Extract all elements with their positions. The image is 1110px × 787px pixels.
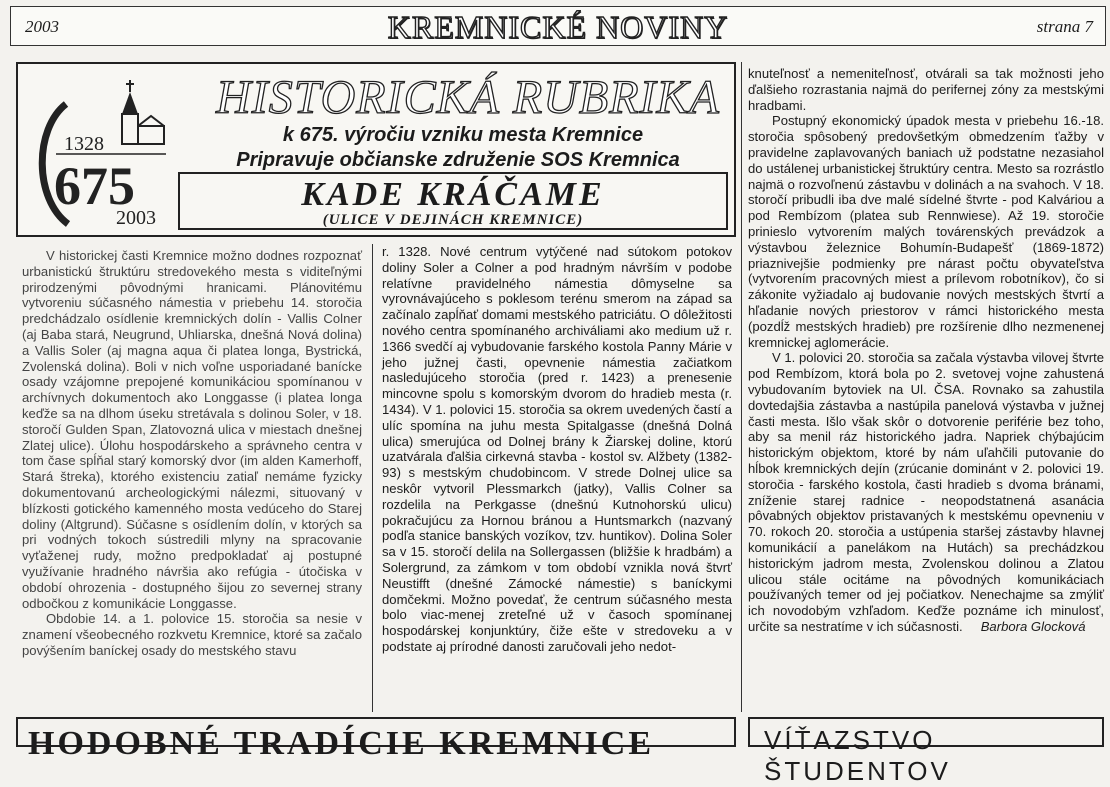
side-article-title-box	[748, 717, 1104, 786]
page-number: strana 7	[1036, 17, 1093, 36]
paragraph	[748, 350, 1104, 634]
next-article-title-box	[16, 717, 736, 762]
paragraph: knuteľnosť a nemeniteľnosť, otvárali sa tak možnosti jeho ďalšieho rozrastania najmä do perifernej zóny za mestskými hradbami.	[748, 66, 1104, 113]
newspaper-title: KREMNICKÉ NOVINY	[387, 9, 729, 45]
next-article-title: HODOBNÉ TRADÍCIE KREMNICE	[28, 725, 655, 762]
paragraph: Obdobie 14. a 1. polovice 15. storočia sa nesie v znamení všeobecného rozkvetu Kremnice, ktoré sa začalo povýšením baníckej osady do mestského stavu	[22, 611, 362, 658]
headline-box	[178, 172, 728, 230]
anniversary-subtitle: k 675. výročiu vzniku mesta Kremnice	[282, 124, 644, 146]
column-divider	[741, 62, 742, 712]
rubric-title-box	[16, 62, 736, 237]
logo-year-end: 2003	[116, 207, 156, 229]
paragraph-text: V 1. polovici 20. storočia sa začala výstavba vilovej štvrte pod Rembízom, ktorá bola po 2. svetovej vojne zahustená vybudovaním bytoviek na Ul. ČSA. Rovnako sa zahustila dovtedajšia zástavba a nastúpila panelová výstavba v južnej časti mesta. Išlo však skôr o dotvorenie periférie bez toho, aby sa menil ráz historického jadra. Napriek chýbajúcim historickým objektom, ktoré by nám uľahčili putovanie do hĺbok kremnických dejín (zrúcanie dominánt v 2. polovici 19. storočia - farského kostola, časti hradieb s dvoma bránami, zníženie starej radnice - neopodstatnená asanácia pôvabných objektov pristavaných k mestskému opevneniu v 70. rokoch 20. storočia a ustúpenia staršej zástavby hlavnej komunikácií a panelákom na Hutách) sa prechádzkou historickým jadrom mesta, Zvolenskou dolinou a Zlatou ulicou stále ocitáme na pôvodných komunikáciach používaných temer od jej počiatkov. Nenechajme sa zmýliť ich novodobým vzhľadom. Keďže poznáme ich minulosť, určite sa nestratíme v ich súčasnosti.	[748, 350, 1104, 634]
column-divider	[372, 244, 373, 712]
headline-subtitle: (ULICE V DEJINÁCH KREMNICE)	[322, 212, 584, 228]
side-article-title: VÍŤAZSTVO ŠTUDENTOV	[764, 725, 951, 786]
organizer-subtitle: Pripravuje občianske združenie SOS Kremnica	[236, 149, 680, 171]
article-column-2	[382, 244, 732, 655]
article-column-1	[22, 248, 362, 659]
anniversary-logo-icon	[26, 74, 176, 229]
headline: KADE KRÁČAME	[301, 176, 605, 213]
rubric-title: HISTORICKÁ RUBRIKA	[216, 71, 720, 124]
logo-year-start: 1328	[64, 133, 104, 155]
paragraph: V historickej časti Kremnice možno dodnes rozpoznať urbanistickú štruktúru stredovekého mesta s viditeľnými prirodzenými pôvodnými hranicami. Plánovitému vytvoreniu súčasného námestia v priebehu 14. storočia predchádzalo osídlenie kremnických dolín - Vallis Colner (aj Baba stará, Neugrund, Uhliarska, dnešná Nová dolina) a Vallis Soler (aj magna aqua či platea longa, Bystrická, Zvolenská dolina). Boli v nich voľne usporiadané banícke osady vzájomne prepojené komunikáciou spomínanou v archívnych dokumentoch ako Longgasse (i platea longa keďže sa na dlhom úseku stretávala s dolinou Soler, v 18. storočí Gulden Span, Zlatovozná ulica v miestach dnešnej Zlatej ulice). Úlohu hospodárskeho a správneho centra v tom čase spĺňal starý komorský dvor (im alden Kamerhoff, Stará štreka), ktorého existenciu zatiaľ nemáme fyzicky dokumentovanú archeologickými nálezmi, situovaný v blízkosti gotického kamenného mosta vedúceho do Starej doliny (Altgrund). Súčasne s osídlením dolín, v ktorých sa pri vodných tokoch sústredili mlyny na spracovanie vyťaženej rudy, možno predpokladať aj postupné využívanie hradného návršia ako refúgia - útočiska v období ohrozenia - dostupného šijou zo severnej strany odbočkou z komunikácie Longgasse.	[22, 248, 362, 611]
issue-year: 2003	[25, 17, 59, 36]
newspaper-header	[10, 6, 1106, 46]
author-name: Barbora Glocková	[980, 618, 1086, 634]
paragraph: r. 1328. Nové centrum vytýčené nad sútokom potokov doliny Soler a Colner a pod hradným návrším v podobe relatívne pravidelného námestia dômyselne sa vyrovnávajúceho s poklesom terénu smerom na západ sa začínalo zapĺňať domami mestského patriciátu. O dôležitosti nového centra spomínaného archiváliami ako medium už r. 1366 svedčí aj vybudovanie farského kostola Panny Márie v jeho južnej časti, opevnenie námestia začiatkom nasledujúceho storočia (pred r. 1423) a prenesenie mincovne spolu s komorským dvorom do hradieb mesta (r. 1434). V 1. polovici 15. storočia sa okrem uvedených častí a ulíc spomína na juhu mesta Spitalgasse (dnešná Dolná ulica) smerujúca od Dolnej brány k Žiarskej doline, ktorú uzatvárala ďalšia cirkevná stavba - kostol sv. Alžbety (1382-93) s mestským chudobincom. V strede Dolnej ulice sa neskôr vytvoril Plessmarkch (jatky), Vallis Colner sa rozdelila na Perkgasse (dnešnú Kutnohorskú ulicu) pokračujúcu za Hornou bránou a Huntsmarkch (nazvaný podľa stanice banských vozíkov, tzv. huntikov). Dolina Soler sa v 15. storočí delila na Sollergassen (bližšie k hradbám) a Solergrund, za zámkom v tom období vznikla nová štvrť Neustifft (dnešné Zámocké námestie) s baníckymi domčekmi. Možno povedať, že centrum súčasného mesta bolo viac-menej zreteľné už v časoch spomínanej hospodárskej konjunktúry, čiže ešte v stredoveku a v podstate aj prírodné danosti zaručovali jeho nedot-	[382, 244, 732, 654]
paragraph: Postupný ekonomický úpadok mesta v priebehu 16.-18. storočia spôsobený predovšetkým obmedzením ťažby v pravidelne zaplavovaných baniach už podstatne nezasiahol do ustálenej urbanistickej štruktúry centra. Mesto sa rozrástlo najmä o rozvoľnenú zástavbu v dolinách a na svahoch. V 18. storočí pribudli iba dve malé sídelné štvrte - pod Kalváriou a pod Rembízom (platea sub Rennwiese). Až 19. storočie prinieslo vytvorením malých továrenských prevádzok a výstavbou železnice Bohumín-Budapešť (1869-1872) priaznivejšie podmienky pre nárast počtu obyvateľstva (vytvorením pracovných miest a prílevom robotníkov), čo si zákonite vyžiadalo aj budovanie nových mestských štvrtí a hľadanie nových priestorov v rámci historického mesta (pozdĺž mestských hradieb) pre rozšírenie dlho nezmenenej kremnickej aglomerácie.	[748, 113, 1104, 350]
logo-number: 675	[54, 156, 135, 216]
article-column-3	[748, 66, 1104, 635]
